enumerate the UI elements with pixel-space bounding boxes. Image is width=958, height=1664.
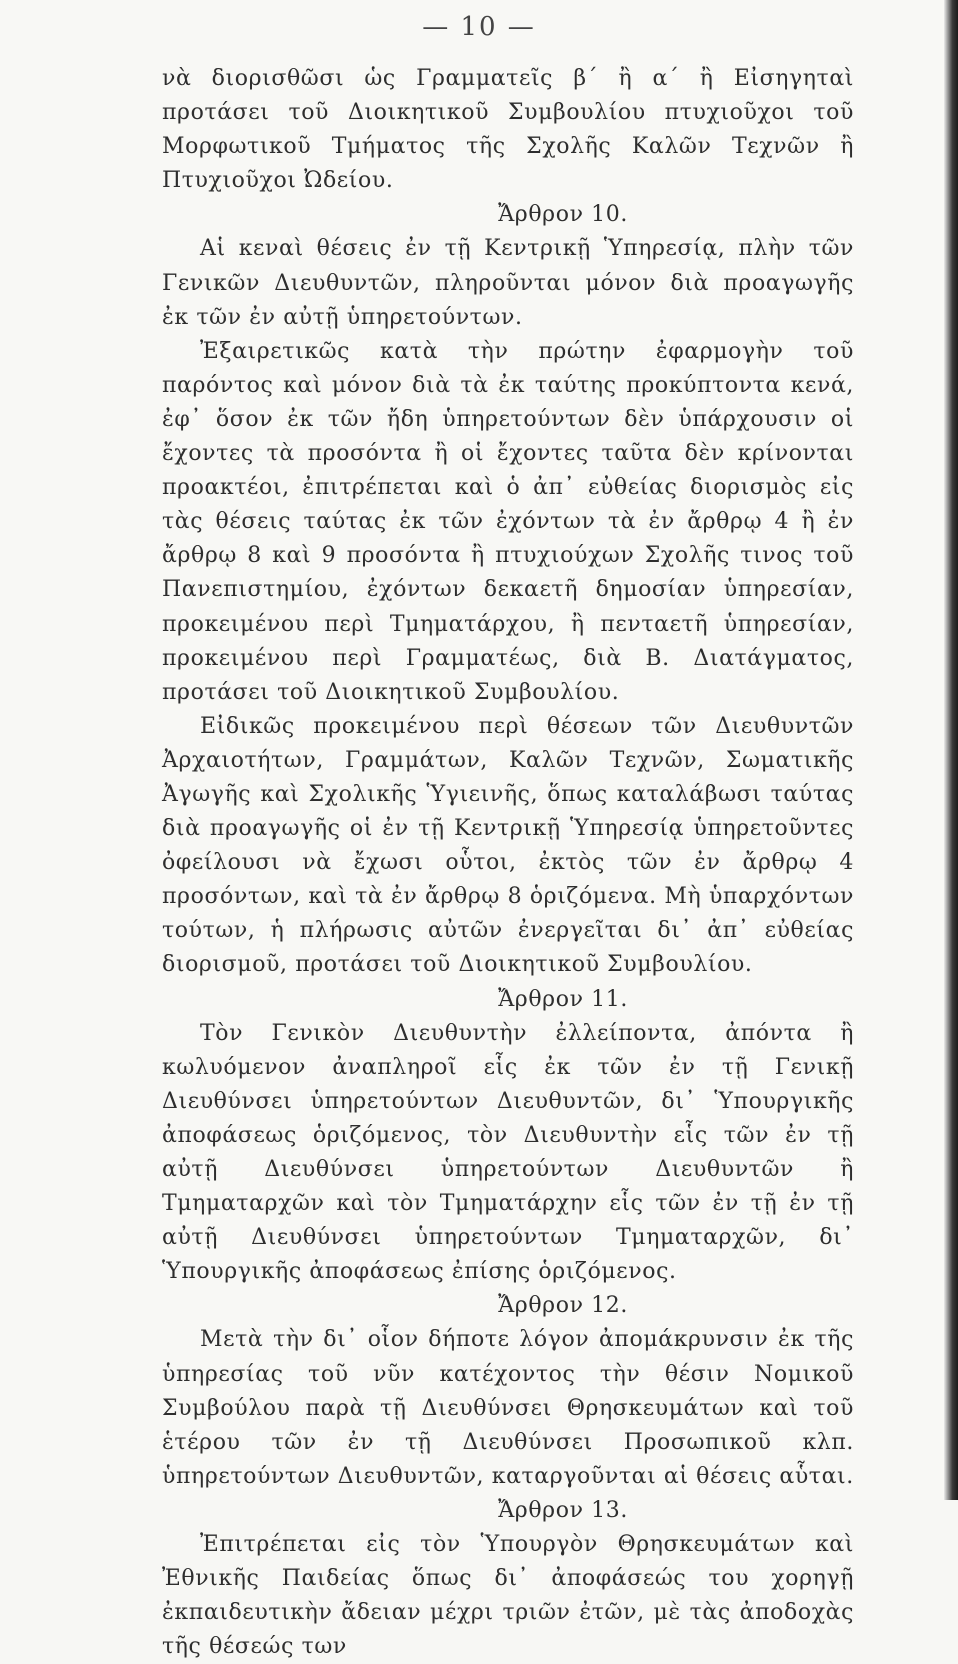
page-binding-edge (944, 0, 958, 1500)
article-heading-12: Ἄρθρον 12. (498, 1293, 628, 1319)
article-heading-11: Ἄρθρον 11. (498, 986, 628, 1012)
paragraph-continuation: νὰ διορισθῶσι ὡς Γραμματεῖς β΄ ἢ α΄ ἢ Εἰσηγηταὶ προτάσει τοῦ Διοικητικοῦ Συμβουλίου πτυχιοῦχοι τοῦ Μορφωτικοῦ Τμήματος τῆς Σχολῆς Καλῶν Τεχνῶν ἢ Πτυχιοῦχοι Ὠδείου. (162, 66, 854, 194)
article-text (162, 62, 854, 1664)
paragraph-article-11: Τὸν Γενικὸν Διευθυντὴν ἐλλείποντα, ἀπόντα ἢ κωλυόμενον ἀναπληροῖ εἷς ἐκ τῶν ἐν τῇ Γενικῇ Διευθύνσει ὑπηρετούντων Διευθυντῶν, δι᾿ Ὑπουργικῆς ἀποφάσεως ὁριζόμενος, τὸν Διευθυντὴν εἷς τῶν ἐν τῇ αὐτῇ Διευθύνσει ὑπηρετούντων Διευθυντῶν ἢ Τμηματαρχῶν καὶ τὸν Τμηματάρχην εἷς τῶν ἐν τῇ ἐν τῇ αὐτῇ Διευθύνσει ὑπηρετούντων Τμηματαρχῶν, δι᾿ Ὑπουργικῆς ἀποφάσεως ἐπίσης ὁριζόμενος. (162, 1020, 854, 1285)
article-heading-13: Ἄρθρον 13. (498, 1497, 628, 1523)
article-heading-10: Ἄρθρον 10. (498, 202, 628, 228)
paragraph-article-10-3: Εἰδικῶς προκειμένου περὶ θέσεων τῶν Διευθυντῶν Ἀρχαιοτήτων, Γραμμάτων, Καλῶν Τεχνῶν, Σωματικῆς Ἀγωγῆς καὶ Σχολικῆς Ὑγιεινῆς, ὅπως καταλάβωσι ταύτας διὰ προαγωγῆς οἱ ἐν τῇ Κεντρικῇ Ὑπηρεσίᾳ ὑπηρετοῦντες ὀφείλουσι νὰ ἔχωσι οὗτοι, ἐκτὸς τῶν ἐν ἄρθρῳ 4 προσόντων, καὶ τὰ ἐν ἄρθρῳ 8 ὁριζόμενα. Μὴ ὑπαρχόντων τούτων, ἡ πλήρωσις αὐτῶν ἐνεργεῖται δι᾿ ἀπ᾿ εὐθείας διορισμοῦ, προτάσει τοῦ Διοικητικοῦ Συμβουλίου. (162, 713, 854, 978)
paragraph-article-10-2: Ἐξαιρετικῶς κατὰ τὴν πρώτην ἐφαρμογὴν τοῦ παρόντος καὶ μόνον διὰ τὰ ἐκ ταύτης προκύπτοντα κενά, ἐφ᾿ ὅσον ἐκ τῶν ἤδη ὑπηρετούντων δὲν ὑπάρχουσιν οἱ ἔχοντες τὰ προσόντα ἢ οἱ ἔχοντες ταῦτα δὲν κρίνονται προακτέοι, ἐπιτρέπεται καὶ ὁ ἀπ᾿ εὐθείας διορισμὸς εἰς τὰς θέσεις ταύτας ἐκ τῶν ἐχόντων τὰ ἐν ἄρθρῳ 4 ἢ ἐν ἄρθρῳ 8 καὶ 9 προσόντα ἢ πτυχιούχων Σχολῆς τινος τοῦ Πανεπιστημίου, ἐχόντων δεκαετῆ δημοσίαν ὑπηρεσίαν, προκειμένου περὶ Τμηματάρχου, ἢ πενταετῆ ὑπηρεσίαν, προκειμένου περὶ Γραμματέως, διὰ Β. Διατάγματος, προτάσει τοῦ Διοικητικοῦ Συμβουλίου. (162, 338, 854, 705)
paragraph-article-13: Ἐπιτρέπεται εἰς τὸν Ὑπουργὸν Θρησκευμάτων καὶ Ἐθνικῆς Παιδείας ὅπως δι᾿ ἀποφάσεώς του χορηγῇ ἐκπαιδευτικὴν ἄδειαν μέχρι τριῶν ἐτῶν, μὲ τὰς ἀποδοχὰς τῆς θέσεώς των (162, 1532, 854, 1660)
paragraph-article-12: Μετὰ τὴν δι᾿ οἷον δήποτε λόγον ἀπομάκρυνσιν ἐκ τῆς ὑπηρεσίας τοῦ νῦν κατέχοντος τὴν θέσιν Νομικοῦ Συμβούλου παρὰ τῇ Διευθύνσει Θρησκευμάτων καὶ τοῦ ἑτέρου τῶν ἐν τῇ Διευθύνσει Προσωπικοῦ κλπ. ὑπηρετούντων Διευθυντῶν, καταργοῦνται αἱ θέσεις αὗται. (162, 1327, 854, 1489)
page-number: — 10 — (422, 12, 536, 42)
paragraph-article-10-1: Αἱ κεναὶ θέσεις ἐν τῇ Κεντρικῇ Ὑπηρεσίᾳ, πλὴν τῶν Γενικῶν Διευθυντῶν, πληροῦνται μόνον διὰ προαγωγῆς ἐκ τῶν ἐν αὐτῇ ὑπηρετούντων. (162, 236, 854, 330)
